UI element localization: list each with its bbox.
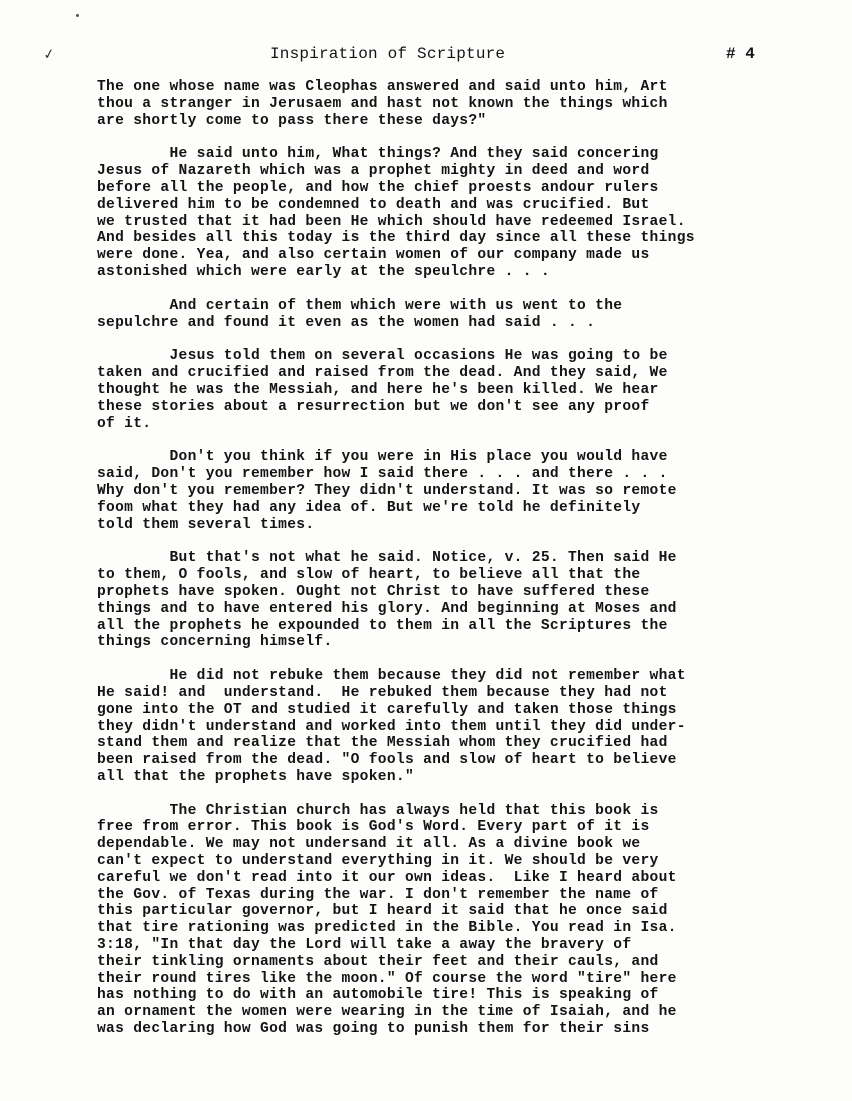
page-body — [97, 79, 787, 1038]
page-header — [0, 43, 852, 65]
paragraph: And certain of them which were with us went to the sepulchre and found it even as the women had said . . . — [97, 297, 623, 331]
page-title: Inspiration of Scripture — [270, 45, 506, 63]
paragraph: He said unto him, What things? And they said concering Jesus of Nazareth which was a prophet mighty in deed and word before all the people, and how the chief proests andour rulers delivered him to be condemned to death and was crucified. But we trusted that it had been He which should have redeemed Israel. And besides all this today is the third day since all these things were done. Yea, and also certain women of our company made us astonished which were early at the speulchre . . . — [97, 146, 695, 280]
paragraph: He did not rebuke them because they did not remember what He said! and understand. He rebuked them because they had not gone into the OT and studied it carefully and taken those things they didn't understand and worked into them until they did under- stand them and realize that the Messiah whom they crucified had been raised from the dead. "O fools and slow of heart to believe all that the prophets have spoken." — [97, 668, 686, 785]
ink-speck — [76, 14, 79, 17]
paragraph: But that's not what he said. Notice, v. 25. Then said He to them, O fools, and slow of heart, to believe all that the prophets have spoken. Ought not Christ to have suffered these things and to have entered his glory. And beginning at Moses and all the prophets he expounded to them in all the Scriptures the things concerning himself. — [97, 550, 677, 651]
paragraph: The Christian church has always held that this book is free from error. This book is God's Word. Every part of it is dependable. We may not undersand it all. As a divine book we can't expect to understand everything in it. We should be very careful we don't read into it our own ideas. Like I heard about the Gov. of Texas during the war. I don't remember the name of this particular governor, but I heard it said that he once said that tire rationing was predicted in the Bible. You read in Isa. 3:18, "In that day the Lord will take a away the bravery of their tinkling ornaments about their feet and their cauls, and their round tires like the moon." Of course the word "tire" here has nothing to do with an automobile tire! This is speaking of an ornament the women were wearing in the time of Isaiah, and he was declaring how God was going to punish them for their sins — [97, 802, 677, 1038]
checkmark-icon: ✓ — [42, 45, 56, 65]
paragraph: The one whose name was Cleophas answered and said unto him, Art thou a stranger in Jerusaem and hast not known the things which are shortly come to pass there these days?" — [97, 79, 668, 129]
paragraph: Jesus told them on several occasions He was going to be taken and crucified and raised from the dead. And they said, We thought he was the Messiah, and here he's been killed. We hear these stories about a resurrection but we don't see any proof of it. — [97, 348, 668, 432]
paragraph: Don't you think if you were in His place you would have said, Don't you remember how I said there . . . and there . . . Why don't you remember? They didn't understand. It was so remote foom what they had any idea of. But we're told he definitely told them several times. — [97, 449, 677, 533]
page-number: # 4 — [726, 45, 755, 63]
